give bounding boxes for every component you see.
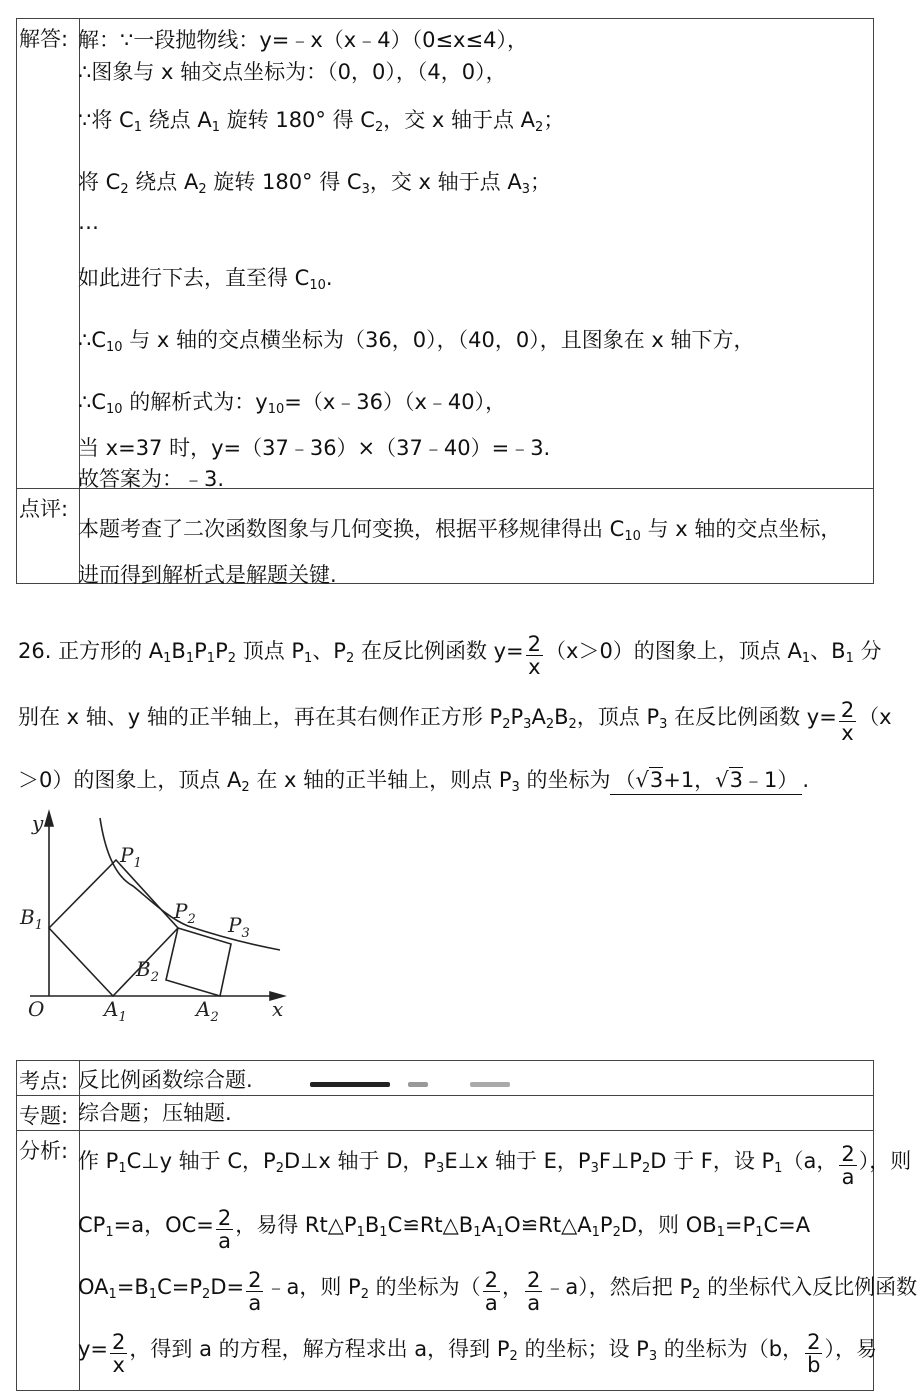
label-A1: $A_1$ [104, 997, 127, 1025]
comment-label: 点评: [17, 489, 80, 584]
fenxi-label: 分析: [17, 1131, 80, 1391]
zhuanti-label: 专题: [17, 1096, 80, 1131]
question-line-2: 别在 x 轴、y 轴的正半轴上，再在其右侧作正方形 $P_2P_3A_2B_2$，顶点 $P_3$ 在反比例函数 y= $\frac{2}{x}$ （x [18, 698, 892, 745]
label-y: y [32, 811, 44, 835]
solution-label: 解答: [17, 19, 80, 489]
hyperbola-curve [100, 818, 280, 950]
kaodian-label: 考点: [17, 1061, 80, 1096]
redaction-mark [408, 1082, 428, 1087]
geometry-figure [18, 808, 288, 1028]
zhuanti-text: 综合题；压轴题. [78, 1101, 232, 1125]
solution-ellipsis: … [78, 210, 99, 234]
question-line-1: 26. 正方形的 $A_1B_1P_1P_2$ 顶点 $P_1$、$P_2$ 在反比例函数 y= $\frac{2}{x}$ （x＞0）的图象上，顶点 $A_1$、$B_1$ 分 [18, 632, 882, 679]
fraction-2-over-x: $\frac{2}{x}$ [527, 632, 542, 679]
label-P1: $P_1$ [120, 843, 142, 871]
kaodian-text: 反比例函数综合题. [78, 1068, 253, 1092]
solution-line-4: 将 $C_2$ 绕点 $A_2$ 旋转 180° 得 $C_3$，交 x 轴于点 $A_3$； [78, 170, 551, 197]
label-P3: $P_3$ [228, 913, 250, 941]
solution-body [80, 19, 874, 489]
label-x: x [272, 997, 284, 1021]
fraction-2-over-x-2: $\frac{2}{x}$ [840, 698, 855, 745]
comment-line-1: 本题考查了二次函数图象与几何变换，根据平移规律得出 $C_{10}$ 与 x 轴的交点坐标， [78, 517, 842, 544]
solution-line-9: 当 x=37 时，y=（37﹣36）×（37﹣40）=﹣3. [78, 436, 551, 460]
question-line-3: ＞0）的图象上，顶点 $A_2$ 在 x 轴的正半轴上，则点 $P_3$ 的坐标为 （√3+1，√3﹣1） . [18, 764, 809, 795]
analysis-line-3: $OA_1=B_1C=P_2D=$ $\frac{2}{a}$ ﹣a，则 $P_2$ 的坐标为（ $\frac{2}{a}$ ， $\frac{2}{a}$ ﹣a），然后把 $P_2$ 的坐标代入反比例函数 [78, 1268, 917, 1315]
redaction-mark [470, 1082, 510, 1087]
label-P2: $P_2$ [174, 899, 196, 927]
solution-line-2: ∴图象与 x 轴交点坐标为：（0，0），（4，0）， [78, 60, 507, 84]
square-P2P3A2B2 [166, 928, 231, 996]
solution-line-8: $\therefore C_{10}$ 的解析式为：$y_{10}=(x﹣36)(x﹣40)$， [78, 390, 507, 417]
answer-blank: （√3+1，√3﹣1） [610, 764, 802, 795]
label-A2: $A_2$ [196, 997, 219, 1025]
analysis-line-1: 作 $P_1C\perp y$ 轴于 C，$P_2D\perp x$ 轴于 D，$P_3E\perp x$ 轴于 E，$P_3F\perp P_2D$ 于 F，设 $P_1(a$， $\frac{2}{a}$ ），则 [78, 1142, 912, 1189]
label-O: O [28, 997, 45, 1021]
solution-table [16, 18, 874, 584]
label-B2: $B_2$ [136, 957, 159, 985]
analysis-line-4: y= $\frac{2}{x}$ ，得到 a 的方程，解方程求出 a，得到 $P_2$ 的坐标；设 $P_3$ 的坐标为（b， $\frac{2}{b}$ ），易 [78, 1330, 877, 1377]
y-axis-arrow [45, 812, 53, 826]
comment-line-2: 进而得到解析式是解题关键. [78, 563, 337, 587]
solution-line-3: ∵将 $C_1$ 绕点 $A_1$ 旋转 180° 得 $C_2$，交 x 轴于点 $A_2$； [78, 108, 565, 135]
solution-line-7: $\therefore C_{10}$ 与 x 轴的交点横坐标为（36，0），（40，0），且图象在 x 轴下方， [78, 328, 755, 355]
solution-line-6: 如此进行下去，直至得 $C_{10}$. [78, 266, 333, 293]
analysis-line-2: $CP_1=a$，OC= $\frac{2}{a}$ ，易得 $Rt\triangle P_1B_1C≌Rt\triangle B_1A_1O≌Rt\triangle A_1P_2D$，则 $OB_1=P_1C=A$ [78, 1206, 811, 1253]
solution-line-10: 故答案为：﹣3. [78, 467, 225, 491]
label-B1: $B_1$ [20, 905, 43, 933]
redaction-mark [310, 1082, 390, 1087]
solution-line-1: 解：∵一段抛物线：y=﹣x（x﹣4）（0≤x≤4）， [78, 28, 528, 52]
